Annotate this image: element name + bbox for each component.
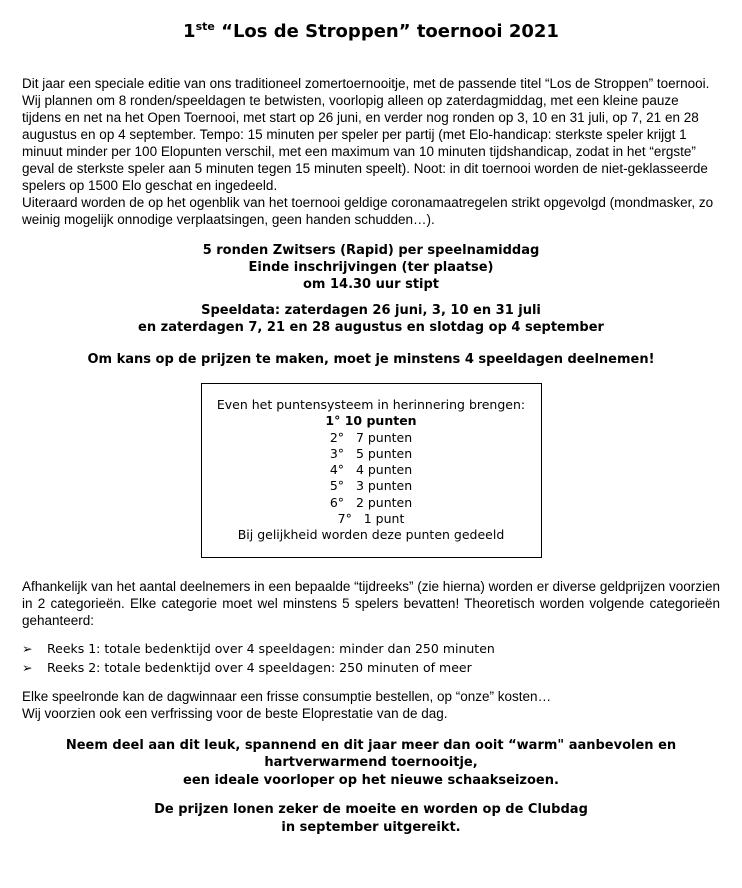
rank-line: 1° 10 punten: [325, 413, 417, 429]
corona-paragraph: Uiteraard worden de op het ogenblik van het toernooi geldige coronamaatregelen strikt opgevolgd (mondmasker, zo weinig mogelijk onnodige verplaatsingen, geen handen schudden…).: [22, 195, 714, 227]
consumption-paragraph: [22, 688, 720, 722]
intro-paragraph: Dit jaar een speciale editie van ons traditioneel zomertoernooitje, met de passende titel “Los de Stroppen” toernooi. Wij plannen om 8 ronden/speeldagen te betwisten, voorlopig alleen op zaterdagmiddag, met een kleine pauze tijdens en net na het Open Toernooi, met start op 26 juni, en verder nog ronden op 3, 10 en 31 juli, op 7, 21 en 28 augustus en op 4 september. Tempo: 15 minuten per speler per partij (met Elo-handicap: sterkste speler krijgt 1 minuut minder per 100 Elopunten verschil, met een maximum van 10 minuten tijdshandicap, zodat in het “ergste” geval de sterkste speler aan 5 minuten tegen 15 minuten speelt). Noot: in dit toernooi worden de niet-geklasseerde spelers op 1500 Elo geschat en ingedeeld.: [22, 76, 710, 193]
prizes-line: De prijzen lonen zeker de moeite en worden op de Clubdag: [154, 802, 588, 818]
schedule-line: 5 ronden Zwitsers (Rapid) per speelnamiddag: [202, 243, 540, 258]
points-box-footer: Bij gelijkheid worden deze punten gedeeld: [237, 527, 505, 543]
rank-line: 4° 4 punten: [329, 462, 413, 478]
title-number: 1: [183, 21, 196, 42]
page-title: [22, 18, 720, 45]
appeal-block: [22, 737, 720, 790]
consumption-line: Wij voorzien ook een verfrissing voor de beste Eloprestatie van de dag.: [22, 705, 448, 721]
list-item: [22, 658, 720, 677]
schedule-line: Einde inschrijvingen (ter plaatse): [248, 260, 494, 275]
arrow-bullet-icon: ➢: [22, 640, 33, 656]
schedule-line: om 14.30 uur stipt: [302, 277, 440, 292]
list-item-text: Reeks 1: totale bedenktijd over 4 speeldagen: minder dan 250 minuten: [47, 640, 495, 656]
dates-line: Speeldata: zaterdagen 26 juni, 3, 10 en 31 juli: [201, 303, 541, 318]
dates-block: [22, 302, 720, 336]
series-list: [22, 639, 720, 677]
list-item: [22, 639, 720, 658]
rank-line: 7° 1 punt: [337, 511, 405, 527]
prizes-line: in september uitgereikt.: [281, 819, 461, 835]
categories-paragraph: Afhankelijk van het aantal deelnemers in een bepaalde “tijdreeks” (zie hierna) worden er diverse geldprijzen voorzien in 2 categorieën. Elke categorie moet wel minstens 5 spelers bevatten! Theoretisch worden volgende categorieën gehanteerd:: [22, 578, 720, 628]
dates-line: en zaterdagen 7, 21 en 28 augustus en slotdag op 4 september: [138, 320, 604, 335]
rank-line: 2° 7 punten: [329, 429, 413, 445]
list-item-text: Reeks 2: totale bedenktijd over 4 speeldagen: 250 minuten of meer: [47, 659, 472, 675]
schedule-block: [22, 242, 720, 293]
points-box-intro: Even het puntensysteem in herinnering brengen:: [216, 397, 526, 412]
appeal-line: Neem deel aan dit leuk, spannend en dit jaar meer dan ooit “warm" aanbevolen en hartverwarmend toernooitje,: [65, 737, 677, 771]
appeal-line: een ideale voorloper op het nieuwe schaakseizoen.: [183, 772, 559, 788]
consumption-line: Elke speelronde kan de dagwinnaar een frisse consumptie bestellen, op “onze” kosten…: [22, 688, 552, 704]
title-text: “Los de Stroppen” toernooi 2021: [214, 21, 559, 42]
rank-line: 5° 3 punten: [329, 478, 413, 494]
rank-line: 3° 5 punten: [329, 445, 413, 461]
requirement-line: Om kans op de prijzen te maken, moet je minstens 4 speeldagen deelnemen!: [87, 352, 655, 367]
prizes-block: [22, 801, 720, 836]
points-box: [201, 383, 542, 558]
title-ordinal-suffix: ste: [195, 20, 215, 33]
rank-line: 6° 2 punten: [329, 494, 413, 510]
arrow-bullet-icon: ➢: [22, 659, 33, 675]
